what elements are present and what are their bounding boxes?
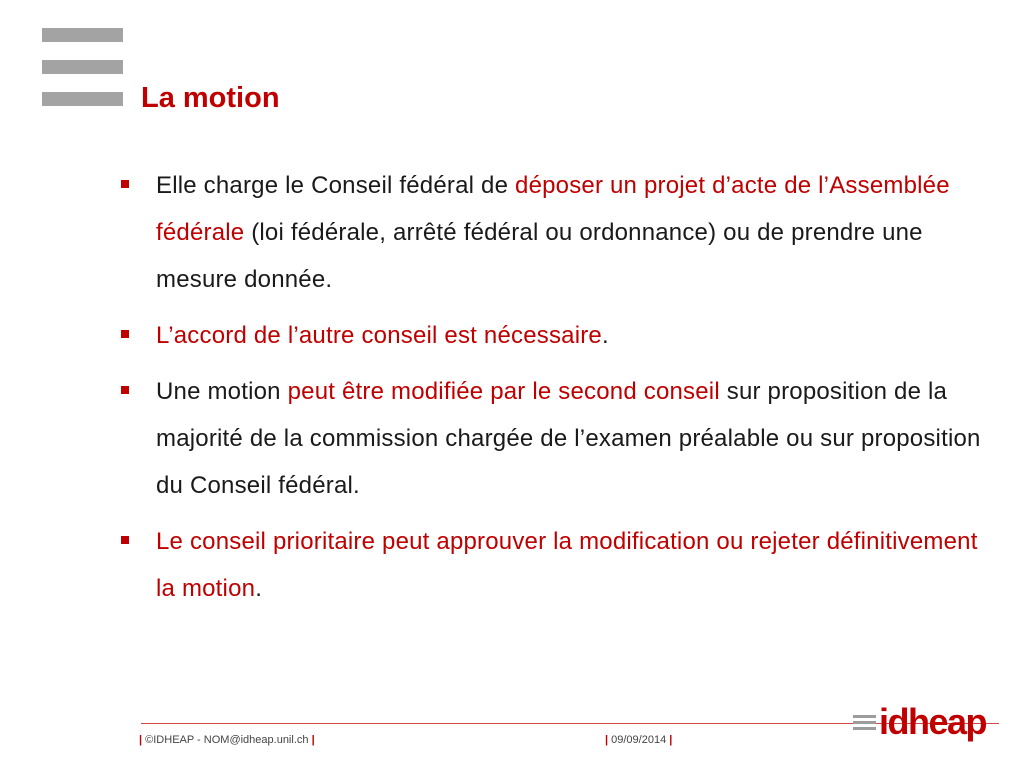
footer-copyright [139, 734, 315, 746]
bullet-marker-icon [121, 330, 129, 338]
bullet-item [118, 312, 998, 359]
text-segment: Elle charge le Conseil fédéral de [156, 172, 516, 199]
idheap-logo [853, 701, 986, 743]
footer-separator: | [669, 734, 673, 746]
footer-separator: | [139, 734, 143, 746]
bar [42, 92, 123, 106]
bullet-text [156, 518, 998, 612]
text-segment: sur proposition de la majorité de la commission chargée de l’examen préalable ou sur proposition du Conseil fédéral. [156, 378, 981, 499]
bullet-marker-icon [121, 180, 129, 188]
highlight-segment: Le conseil prioritaire peut approuver la modification ou rejeter définitivement la motion [156, 528, 978, 602]
slide-title: La motion [141, 82, 280, 114]
bullet-text [156, 368, 998, 509]
bullet-list [118, 162, 998, 621]
bar [42, 28, 123, 42]
text-segment: . [601, 322, 609, 349]
footer-separator: | [311, 734, 315, 746]
logo-lines-icon [853, 715, 876, 730]
footer-date [605, 734, 672, 746]
highlight-segment: L’accord de l’autre conseil est nécessaire [156, 322, 602, 349]
footer-date-text: 09/09/2014 [611, 734, 667, 746]
text-segment: . [255, 575, 263, 602]
footer-separator: | [605, 734, 609, 746]
text-segment: Une motion [156, 378, 288, 405]
bar [42, 60, 123, 74]
bullet-marker-icon [121, 386, 129, 394]
bullet-item [118, 518, 998, 612]
highlight-segment: peut être modifiée par le second conseil [287, 378, 720, 405]
text-segment: (loi fédérale, arrêté fédéral ou ordonnance) ou de prendre une mesure donnée. [156, 219, 923, 293]
logo-text: idheap [879, 701, 987, 742]
footer-copyright-text: ©IDHEAP - NOM@idheap.unil.ch [145, 734, 309, 746]
bullet-text [156, 312, 998, 359]
bullet-item [118, 368, 998, 509]
bullet-marker-icon [121, 536, 129, 544]
highlight-segment: déposer un projet d’acte de l’Assemblée fédérale [156, 172, 950, 246]
bullet-text [156, 162, 998, 303]
bullet-item [118, 162, 998, 303]
menu-bars-icon [42, 28, 123, 124]
